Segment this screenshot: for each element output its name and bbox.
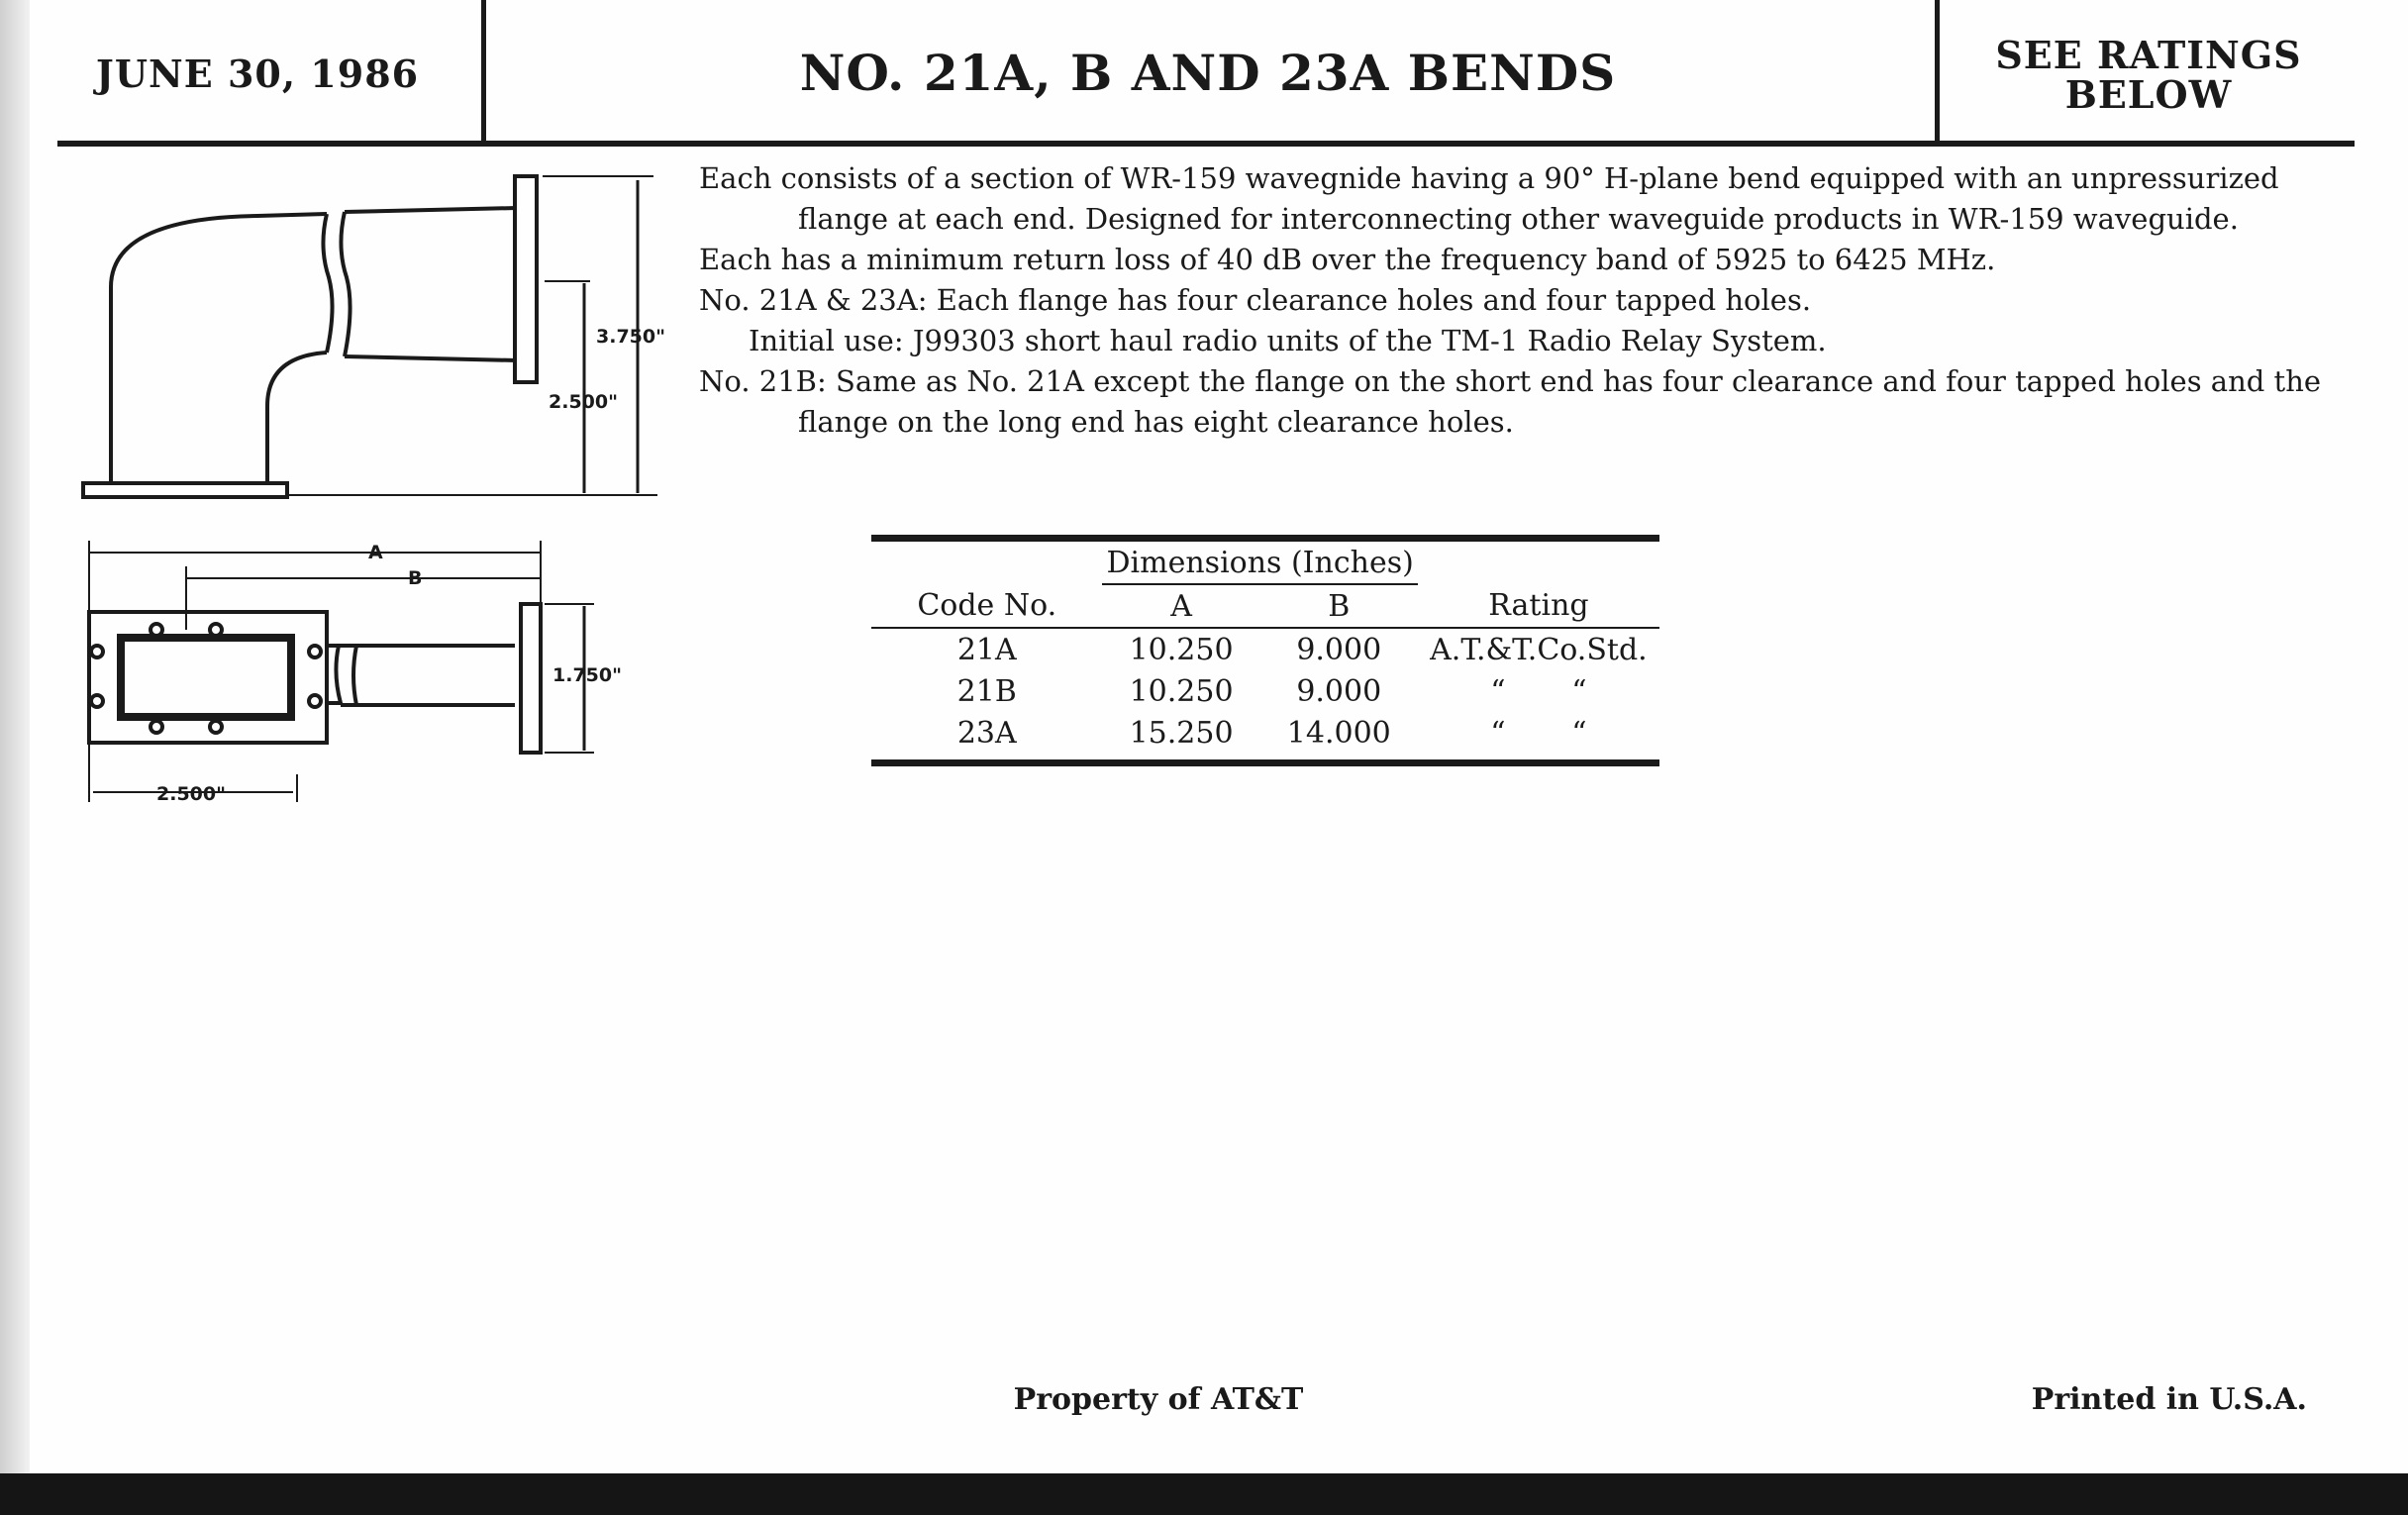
- description-para-4: Initial use: J99303 short haul radio units of the TM-1 Radio Relay System.: [749, 324, 1827, 357]
- header-date: JUNE 30, 1986: [95, 51, 420, 96]
- bend-outer-wall: [111, 214, 327, 483]
- description: [699, 158, 2362, 443]
- table-row: 23A 15.250 14.000 “ “: [956, 715, 1587, 751]
- bend-inner-wall: [267, 353, 327, 483]
- dim-label-1750: 1.750": [552, 664, 622, 686]
- straight-section: [345, 208, 517, 360]
- dim-label-a: A: [368, 542, 383, 563]
- table-top-rule: [871, 535, 1659, 542]
- top-flange: [521, 604, 541, 753]
- side-flange: [515, 176, 537, 382]
- col-header-b: B: [1328, 588, 1351, 624]
- header-rating-note: [1941, 33, 2357, 117]
- header-divider-right: [1935, 0, 1940, 145]
- card-left-edge: [0, 0, 30, 1515]
- description-para-3: No. 21A & 23A: Each flange has four clearance holes and four tapped holes.: [699, 283, 1812, 317]
- break-line-2: [341, 212, 350, 356]
- dim-label-3750: 3.750": [596, 326, 665, 348]
- footer-property: Property of AT&T: [1013, 1382, 1304, 1417]
- dim-label-2500: 2.500": [549, 391, 618, 413]
- dimensions-table: [871, 542, 1659, 754]
- table-row: 21A 10.250 9.000 A.T.&T.Co.Std.: [956, 632, 1648, 667]
- waveguide-bend-drawing: [59, 158, 693, 812]
- col-header-a: A: [1170, 588, 1192, 624]
- dim-label-b: B: [408, 567, 423, 589]
- table-row: 21B 10.250 9.000 “ “: [956, 673, 1587, 709]
- col-header-code: Code No.: [917, 588, 1057, 623]
- waveguide-opening: [121, 638, 291, 717]
- page-title: NO. 21A, B AND 23A BENDS: [799, 44, 1617, 102]
- col-header-rating: Rating: [1488, 588, 1589, 623]
- rating-line-1: SEE RATINGS: [1995, 33, 2302, 77]
- dimensions-table-wrap: [871, 535, 1659, 766]
- description-para-2: Each has a minimum return loss of 40 dB over the frequency band of 5925 to 6425 MHz.: [699, 243, 1996, 276]
- table-bottom-rule: [871, 759, 1659, 766]
- footer-printed: Printed in U.S.A.: [2031, 1382, 2307, 1417]
- dim-label-flange-width: 2.500": [156, 783, 226, 805]
- description-para-5: No. 21B: Same as No. 21A except the flange on the short end has four clearance and four tapped holes and the flange on the long end has eight clearance holes.: [699, 364, 2322, 439]
- rating-line-2: BELOW: [2064, 72, 2233, 117]
- card-bottom-edge: [0, 1473, 2408, 1515]
- bottom-flange: [83, 483, 287, 497]
- break-line-1: [323, 214, 332, 353]
- header-rule: [57, 141, 2355, 147]
- table-group-header: Dimensions (Inches): [1102, 542, 1417, 584]
- description-para-1: Each consists of a section of WR-159 wavegnide having a 90° H-plane bend equipped with an unpressurized flange at each end. Designed for interconnecting other waveguide products in WR-159 waveguide.: [699, 161, 2279, 236]
